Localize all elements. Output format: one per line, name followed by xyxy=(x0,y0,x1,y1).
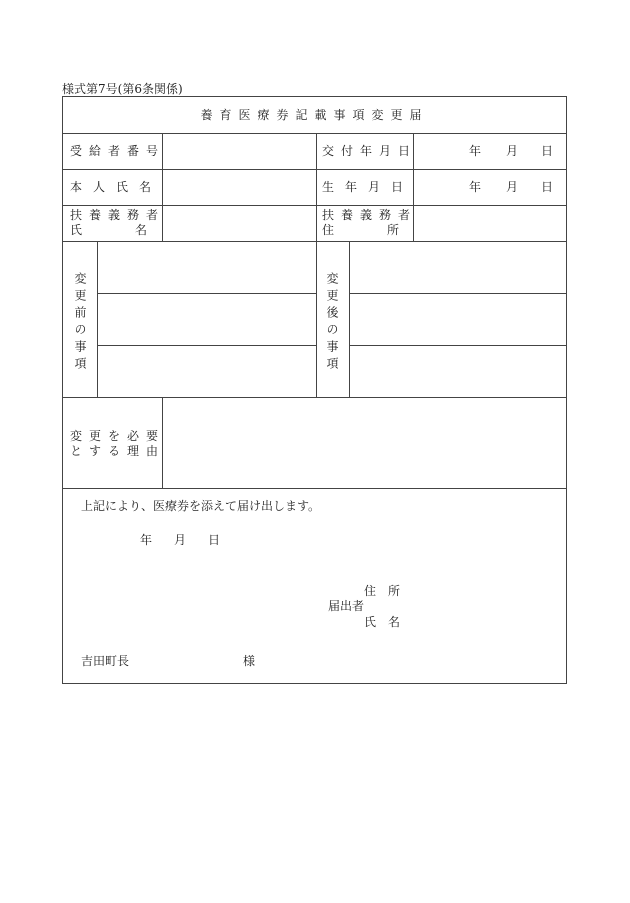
before-changes-label: 変更前の事項 xyxy=(73,272,87,374)
birth-month: 月 xyxy=(506,180,519,194)
issue-month: 月 xyxy=(506,144,519,158)
issue-day: 日 xyxy=(541,144,554,158)
form-title: 養育医療券記載事項変更届 xyxy=(200,108,429,122)
issue-year: 年 xyxy=(469,144,482,158)
applicant-address-label: 住 所 xyxy=(364,584,401,598)
guardian-name-label-1: 扶養義務者 xyxy=(70,208,166,222)
rule-before-label xyxy=(97,241,98,397)
person-name-label: 本人氏名 xyxy=(70,180,163,194)
guardian-address-label-2: 住 所 xyxy=(322,223,401,237)
recipient-number-label: 受給者番号 xyxy=(70,144,166,158)
reason-label-2: とする理由 xyxy=(70,444,166,458)
sign-month: 月 xyxy=(174,533,187,547)
issue-date-label: 交付年月日 xyxy=(322,144,418,158)
rule-after-label xyxy=(349,241,350,397)
rule-col-mid xyxy=(316,133,317,397)
rule-after-1 xyxy=(349,293,566,294)
rule-row3-bottom xyxy=(63,241,566,242)
honorific: 様 xyxy=(243,654,256,668)
rule-reason-bottom xyxy=(63,488,566,489)
rule-row1-bottom xyxy=(63,169,566,170)
birth-day: 日 xyxy=(541,180,554,194)
birth-date-label: 生年月日 xyxy=(322,180,415,194)
reason-label-1: 変更を必要 xyxy=(70,429,166,443)
recipient-title: 吉田町長 xyxy=(81,654,130,668)
guardian-name-label-2: 氏 名 xyxy=(70,223,149,237)
change-notification-form xyxy=(62,96,567,684)
rule-title-bottom xyxy=(63,133,566,134)
birth-year: 年 xyxy=(469,180,482,194)
applicant-name-label: 氏 名 xyxy=(364,615,401,629)
statement-text: 上記により、医療券を添えて届け出します。 xyxy=(81,499,321,513)
rule-row2-bottom xyxy=(63,205,566,206)
rule-after-2 xyxy=(349,345,566,346)
applicant-label: 届出者 xyxy=(328,599,365,613)
rule-before-1 xyxy=(97,293,316,294)
sign-day: 日 xyxy=(208,533,221,547)
rule-before-2 xyxy=(97,345,316,346)
rule-changes-bottom xyxy=(63,397,566,398)
guardian-address-label-1: 扶養義務者 xyxy=(322,208,418,222)
form-caption: 様式第7号(第6条関係) xyxy=(62,82,183,96)
after-changes-label: 変更後の事項 xyxy=(325,272,339,374)
sign-year: 年 xyxy=(140,533,153,547)
